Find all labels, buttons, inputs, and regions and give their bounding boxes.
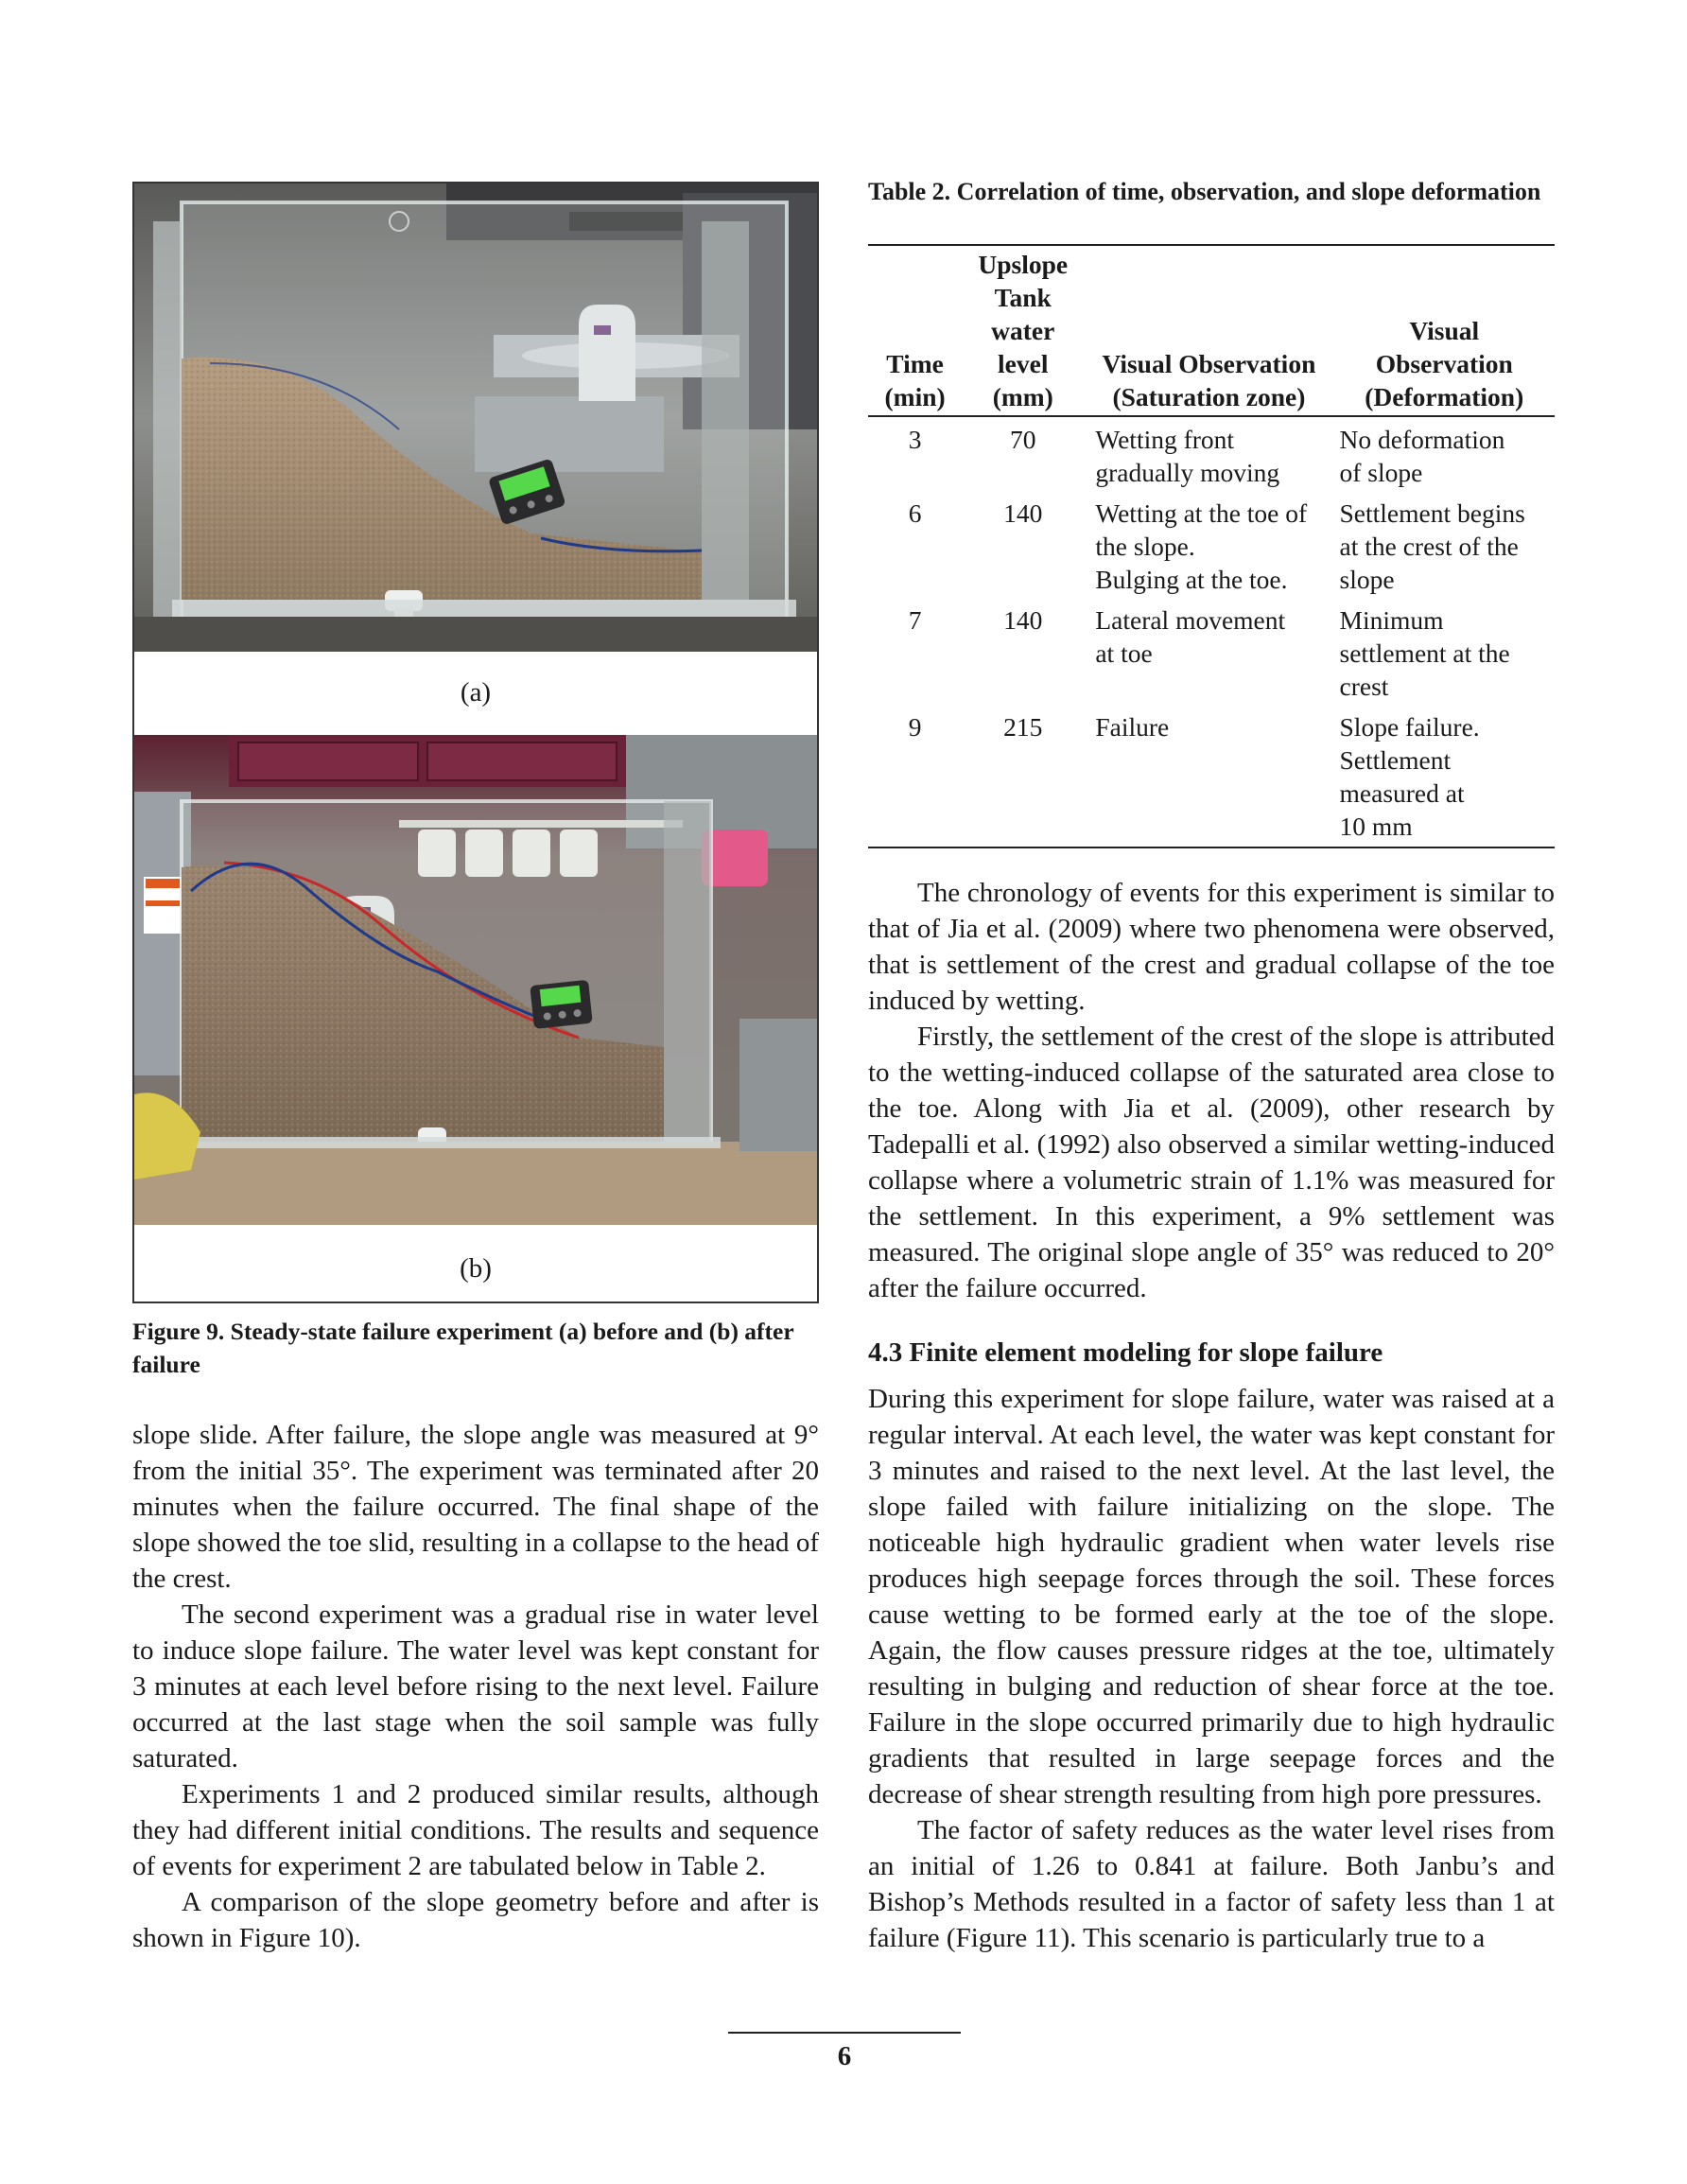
cell-deformation: No deformation of slope (1339, 425, 1505, 487)
figure-caption: Figure 9. Steady-state failure experiment (a) before and (b) after failure (132, 1318, 794, 1378)
cell-saturation: Failure (1095, 712, 1170, 742)
left-column-text (132, 1417, 819, 1956)
table-row (868, 600, 1555, 707)
right-column-text-upper (868, 875, 1555, 1306)
cell-level: 140 (1003, 605, 1043, 635)
correlation-table (868, 244, 1555, 848)
paragraph: slope slide. After failure, the slope angle was measured at 9° from the initial 35°. The experiment was terminated after 20 minutes when the failure occurred. The final shape of the slope showed the toe slid, resulting in a collapse to the head of the crest. (132, 1420, 819, 1594)
figure-label-a: (a) (460, 677, 492, 708)
cell-saturation: Wetting front gradually moving (1095, 425, 1280, 487)
cell-time: 6 (908, 498, 922, 528)
table-header-row (868, 245, 1555, 416)
header-saturation: Visual Observation (Saturation zone) (1102, 349, 1316, 411)
header-water-level: Upslope Tank water level (mm) (978, 250, 1069, 411)
cell-time: 9 (908, 712, 922, 742)
cell-deformation: Minimum settlement at the crest (1339, 605, 1510, 701)
cell-saturation: Wetting at the toe of the slope. Bulging at the toe. (1095, 498, 1308, 594)
section-heading: 4.3 Finite element modeling for slope failure (868, 1337, 1383, 1368)
page-number: 6 (837, 2041, 852, 2071)
photo-before-failure (134, 183, 817, 652)
paragraph: During this experiment for slope failure, water was raised at a regular interval. At each level, the water was kept constant for 3 minutes and raised to the next level. At the last level, the slope failed with failure initializing on the slope. The noticeable high hydraulic gradient when water levels rise produces high seepage forces through the soil. These forces cause wetting to be formed early at the toe of the slope. Again, the flow causes pressure ridges at the toe, ultimately resulting in bulging and reduction of shear force at the toe. Failure in the slope occurred primarily due to high hydraulic gradients that resulted in large seepage forces and the decrease of shear strength resulting from high pore pressures. (868, 1384, 1555, 1809)
cell-level: 140 (1003, 498, 1043, 528)
figure-9 (132, 182, 819, 1303)
cell-time: 7 (908, 605, 922, 635)
paragraph: The chronology of events for this experiment is similar to that of Jia et al. (2009) where two phenomena were observed, that is settlement of the crest and gradual collapse of the toe induced by wetting. (868, 878, 1555, 1016)
cell-deformation: Slope failure. Settlement measured at 10 mm (1339, 712, 1480, 841)
paragraph: The factor of safety reduces as the water level rises from an initial of 1.26 to 0.841 at failure. Both Janbu’s and Bishop’s Methods resulted in a factor of safety less than 1 at failure (Figure 11). This scenario is particularly true to a (868, 1815, 1555, 1953)
figure-label-b: (b) (460, 1253, 492, 1284)
table-row (868, 493, 1555, 600)
cell-saturation: Lateral movement at toe (1095, 605, 1286, 668)
header-deformation: Visual Observation (Deformation) (1365, 316, 1524, 411)
photo-before-failure-image (134, 183, 817, 652)
photo-after-failure (134, 735, 817, 1225)
paragraph: A comparison of the slope geometry before and after is shown in Figure 10). (132, 1887, 819, 1953)
table-caption: Table 2. Correlation of time, observation, and slope deformation (868, 178, 1541, 205)
table-row (868, 707, 1555, 847)
footer-rule (728, 2032, 961, 2034)
cell-level: 70 (1010, 425, 1036, 454)
paragraph: The second experiment was a gradual rise in water level to induce slope failure. The water level was kept constant for 3 minutes at each level before rising to the next level. Failure occurred at the last stage when the soil sample was fully saturated. (132, 1599, 819, 1773)
table-2 (868, 244, 1555, 848)
paragraph: Experiments 1 and 2 produced similar results, although they had different initial conditions. The results and sequence of events for experiment 2 are tabulated below in Table 2. (132, 1779, 819, 1881)
right-column-text-lower (868, 1381, 1555, 1956)
cell-level: 215 (1003, 712, 1043, 742)
cell-deformation: Settlement begins at the crest of the slope (1339, 498, 1525, 594)
paragraph: Firstly, the settlement of the crest of the slope is attributed to the wetting-induced collapse of the saturated area close to the toe. Along with Jia et al. (2009), other research by Tadepalli et al. (1992) also observed a similar wetting-induced collapse where a volumetric strain of 1.1% was measured for the settlement. In this experiment, a 9% settlement was measured. The original slope angle of 35° was reduced to 20° after the failure occurred. (868, 1022, 1555, 1303)
cell-time: 3 (908, 425, 922, 454)
header-time: Time (min) (884, 349, 946, 411)
table-row (868, 416, 1555, 493)
photo-after-failure-image (134, 735, 817, 1225)
